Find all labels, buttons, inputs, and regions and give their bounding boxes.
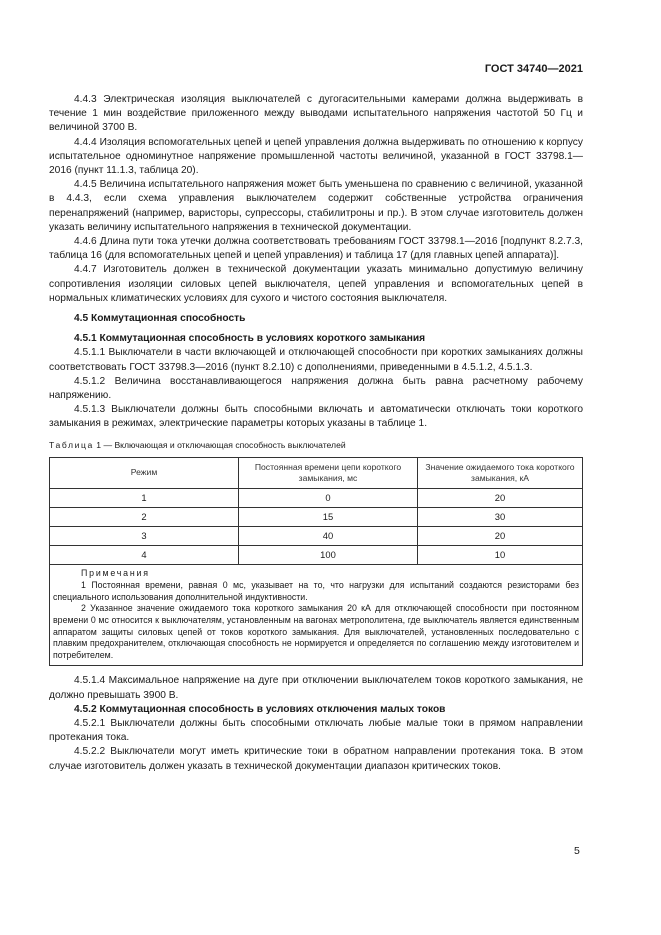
paragraph-4-4-7: 4.4.7 Изготовитель должен в технической документации указать минимально допустимую величину сопротивления изоляции силовых цепей выключателя, цепей управления и вспомогательных цепей в нормальных климатических условиях для сухого и чистого состояния выключателя. <box>49 264 583 304</box>
notes-title: Примечания <box>81 567 150 578</box>
table-row <box>50 526 583 545</box>
table-header-current: Значение ожидаемого тока короткого замыкания, кА <box>418 457 583 488</box>
paragraph-4-5-1-4: 4.5.1.4 Максимальное напряжение на дуге при отключении выключателем токов короткого замыкания, не должно превышать 3900 В. <box>49 675 583 701</box>
page-number: 5 <box>574 845 580 857</box>
table-cell: 20 <box>418 526 583 545</box>
table-row <box>50 545 583 564</box>
paragraph-4-5-1-3: 4.5.1.3 Выключатели должны быть способными включать и автоматически отключать токи короткого замыкания в режимах, электрические параметры которых указаны в таблице 1. <box>49 404 583 430</box>
subsection-heading-4-5-2: 4.5.2 Коммутационная способность в условиях отключения малых токов <box>74 703 446 715</box>
table-caption-text: 1 — Включающая и отключающая способность выключателей <box>96 439 346 450</box>
table-cell: 100 <box>239 545 418 564</box>
table-row <box>50 488 583 507</box>
table-cell: 3 <box>50 526 239 545</box>
table-1 <box>49 457 583 667</box>
table-notes <box>50 564 583 666</box>
table-header-row <box>50 457 583 488</box>
table-cell: 40 <box>239 526 418 545</box>
document-id-header: ГОСТ 34740—2021 <box>484 63 583 75</box>
table-cell: 30 <box>418 507 583 526</box>
paragraph-4-4-5: 4.4.5 Величина испытательного напряжения может быть уменьшена по сравнению с величиной, указанной в 4.4.3, если схема управления выключателем содержит собственные устройства ограничения перенапряжений (например, варисторы, супрессоры, стабилитроны и пр.). В этом случае изготовитель должен указать величину испытательного напряжения в технической документации. <box>49 179 583 233</box>
table-cell: 20 <box>418 488 583 507</box>
table-cell: 0 <box>239 488 418 507</box>
paragraph-4-5-1-2: 4.5.1.2 Величина восстанавливающегося напряжения должна быть равна расчетному рабочему напряжению. <box>49 375 583 402</box>
document-body <box>49 93 583 774</box>
note-2: 2 Указанное значение ожидаемого тока короткого замыкания 20 кА для отключающей способности при постоянном времени 0 мс относится к выключателям, установленным на вагонах метрополитена, где выключатель является единственным аппаратом защиты силовых цепей от токов короткого замыкания. Для выключателей, установленных последовательно с плавким предохранителем, отключающая способность не нормируется и определяется по соглашению между изготовителем и потребителем. <box>53 603 579 660</box>
table-cell: 1 <box>50 488 239 507</box>
note-1: 1 Постоянная времени, равная 0 мс, указывает на то, что нагрузки для испытаний создаются резисторами без специального использования дополнительной индуктивности. <box>53 580 579 602</box>
table-header-time-constant: Постоянная времени цепи короткого замыкания, мс <box>239 457 418 488</box>
after-table-block <box>49 674 583 773</box>
paragraph-4-5-1-1: 4.5.1.1 Выключатели в части включающей и отключающей способности при коротких замыканиях должны соответствовать ГОСТ 33798.3—2016 (пункт 8.2.10) с дополнениями, приведенными в 4.5.1.2, 4.5.1.3. <box>49 347 583 373</box>
table-cell: 15 <box>239 507 418 526</box>
paragraph-4-4-4: 4.4.4 Изоляция вспомогательных цепей и цепей управления должна выдерживать по отношению к корпусу испытательное одноминутное напряжение промышленной частоты величиной, указанной в ГОСТ 33798.1—2016 (пункт 11.1.3, таблица 20). <box>49 136 583 177</box>
paragraph-4-5-2-1: 4.5.2.1 Выключатели должны быть способными отключать любые малые токи в прямом направлении протекания тока. <box>49 718 583 744</box>
paragraph-4-5-2-2: 4.5.2.2 Выключатели могут иметь критические токи в обратном направлении протекания тока. В этом случае изготовитель должен указать в технической документации диапазон критических токов. <box>49 746 583 772</box>
paragraph-4-4-3: 4.4.3 Электрическая изоляция выключателей с дугогасительными камерами должна выдерживать в течение 1 мин воздействие приложенного между выводами испытательного напряжения частотой 50 Гц и величиной 3700 В. <box>49 94 583 134</box>
table-header-mode: Режим <box>50 457 239 488</box>
table-notes-row <box>50 564 583 666</box>
table-caption <box>49 440 583 451</box>
table-cell: 4 <box>50 545 239 564</box>
subsection-heading-4-5-1: 4.5.1 Коммутационная способность в условиях короткого замыкания <box>74 333 426 345</box>
section-heading-4-5: 4.5 Коммутационная способность <box>74 313 246 325</box>
table-row <box>50 507 583 526</box>
table-cell: 10 <box>418 545 583 564</box>
paragraph-4-4-6: 4.4.6 Длина пути тока утечки должна соответствовать требованиям ГОСТ 33798.1—2016 [подпункт 8.2.7.3, таблица 16 (для вспомогательных цепей и цепей управления) и таблица 17 (для главных цепей аппарата)]. <box>49 236 583 262</box>
table-caption-label: Таблица <box>49 439 94 450</box>
table-cell: 2 <box>50 507 239 526</box>
